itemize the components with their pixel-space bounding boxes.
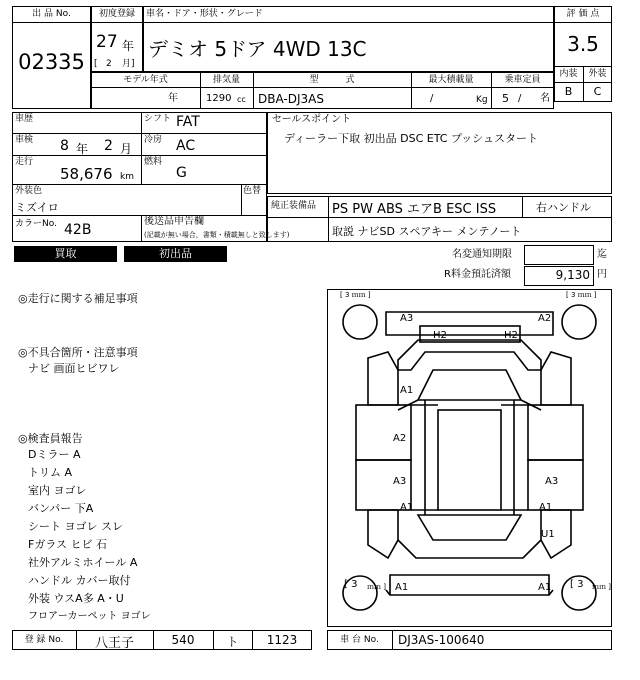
inspector-line: ハンドル カバー取付 [28,574,131,587]
lot-label: 出 品 No. [32,9,71,19]
recycle-value: 9,130 [555,268,590,282]
model-label: 車名・ドア・形状・グレード [146,9,263,19]
type-label: 型 式 [309,75,355,85]
divider [328,217,329,242]
reg-month: 2 [106,59,112,69]
max-load-unit: Kg [476,95,488,105]
recycle-label: R料金預託済額 [444,269,511,280]
damage-mark: A1 [400,502,414,513]
handle-value: 右ハンドル [536,201,591,214]
inspector-line: 社外アルミホイール A [28,556,138,569]
damage-mark: A3 [545,476,559,487]
reg-class: 540 [171,633,195,647]
ac-value: AC [176,138,196,154]
max-load-slash: / [430,93,434,104]
reg-month-unit: 月] [122,59,135,69]
capacity-slash: / [518,93,522,104]
reg-number: 1123 [266,633,298,647]
reg-label: 登 録 No. [24,635,64,645]
lot-number: 02335 [18,50,85,74]
divider [392,630,393,650]
tire-front-right-label: [ 3 ｍｍ ] [566,291,597,299]
displacement-unit: cc [237,95,246,104]
doc-label: 後送品申告欄 [144,216,204,227]
shift-value: FAT [176,114,200,130]
divider [91,22,143,23]
interior-label: 内装 [559,69,578,79]
divider [12,133,267,134]
damage-mark: A3 [400,313,414,324]
name-change-value [524,245,594,265]
tire-rear-right-label: [ 3 [570,579,584,590]
displacement-value: 1290 [206,93,232,104]
capacity-unit: 名 [540,93,550,104]
purchase-button[interactable]: 買取 [14,246,117,262]
inspector-line: Fガラス ヒビ 石 [28,538,107,551]
model-year-unit: 年 [168,93,178,104]
damage-mark: A2 [393,433,407,444]
divider [522,196,523,217]
inspector-line: シート ヨゴレ スレ [28,520,123,533]
inspector-line: トリム A [28,466,73,479]
divider [241,184,242,215]
equipment-value: PS PW ABS エアB ESC ISS [332,202,497,217]
defects-line: ナビ 画面ヒビワレ [28,362,120,375]
inspection-label: 車検 [15,135,34,145]
inspection-year-unit: 年 [76,142,89,156]
damage-mark: H2 [504,330,518,341]
inspection-year: 8 [60,138,69,154]
reg-year: 27 [96,32,118,52]
mileage-value: 58,676 [60,165,113,183]
capacity-label: 乗車定員 [504,75,541,85]
divider [328,196,329,217]
model-year-label: モデル年式 [123,75,168,85]
color-no-label: カラーNo. [15,219,57,229]
damage-mark: A1 [400,385,414,396]
divider [554,22,612,23]
capacity-value: 5 [502,92,509,105]
divider [141,215,142,242]
damage-mark: A3 [393,476,407,487]
divider [91,87,554,88]
displacement-label: 排気量 [212,75,240,85]
damage-diagram [327,289,612,627]
damage-mark: A1 [538,582,552,593]
grade-label: 評 価 点 [566,9,600,19]
inspection-month: 2 [104,138,113,154]
sales-points-text: ディーラー下取 初出品 DSC ETC プッシュスタート [284,132,538,145]
reg-region: 八王子 [94,636,134,651]
divider [12,215,267,216]
inspector-line: フロアーカーペット ヨゴレ [28,611,151,622]
divider [141,112,142,184]
damage-mark: A2 [538,313,552,324]
inspector-line: 外装 ウスA多 A・U [28,592,124,605]
tire-rear-right-unit: ｍｍ ] [592,583,611,591]
defects-header: ◎不具合箇所・注意事項 [18,346,138,359]
divider [267,217,612,218]
divider [12,184,267,185]
inspector-line: 室内 ヨゴレ [28,484,87,497]
mileage-unit: km [120,172,134,182]
inspector-line: Dミラー A [28,448,81,461]
exterior-value: C [593,85,602,98]
first-listing-button[interactable]: 初出品 [124,246,227,262]
recycle-unit: 円 [597,269,607,280]
reg-kana: ト [226,635,239,649]
shift-label: シフト [144,114,172,124]
inspection-month-unit: 月 [120,142,133,156]
reg-month-open: [ [94,59,98,69]
manual-value: 取説 ナビSD スペアキー メンテノート [332,225,522,238]
interior-value: B [564,85,573,98]
color-change-label: 色替 [243,186,262,196]
history-label: 車歴 [15,114,34,124]
chassis-label: 車 台 No. [340,635,379,645]
divider [143,22,554,23]
type-value: DBA-DJ3AS [258,92,324,106]
damage-mark: U1 [541,529,555,540]
mileage-label: 走行 [15,157,34,167]
ext-color-value: ミズイロ [15,201,59,214]
name-change-unit: 迄 [597,249,607,260]
driving-notes-header: ◎走行に関する補足事項 [18,292,138,305]
ac-label: 冷房 [144,135,163,145]
divider [12,155,267,156]
fuel-label: 燃料 [144,157,163,167]
color-no-value: 42B [64,222,92,238]
fuel-value: G [176,165,187,181]
first-reg-label: 初度登録 [98,9,135,19]
inspector-header: ◎検査員報告 [18,432,83,445]
model-name: デミオ 5ドア 4WD 13C [148,37,367,61]
chassis-value: DJ3AS-100640 [398,633,485,647]
ext-color-label: 外装色 [15,186,43,196]
sales-points-label: セールスポイント [272,114,352,125]
tire-rear-left-unit: ｍｍ ] [367,583,386,591]
reg-year-unit: 年 [122,39,135,53]
inspector-line: バンパー 下A [28,502,94,515]
exterior-label: 外装 [588,69,607,79]
tire-rear-left-label: [ 3 [344,579,358,590]
name-change-label: 名変通知期限 [452,249,512,260]
grade-score: 3.5 [567,32,599,56]
equipment-label: 純正装備品 [271,201,317,211]
car-outline-icon [328,290,611,626]
damage-mark: A1 [395,582,409,593]
damage-mark: A1 [539,502,553,513]
doc-note: (記載が無い場合，書類・積載無しと致します) [144,231,290,239]
divider [12,22,91,23]
max-load-label: 最大積載量 [428,75,474,85]
damage-mark: H2 [433,330,447,341]
tire-front-left-label: [ 3 ｍｍ ] [340,291,371,299]
